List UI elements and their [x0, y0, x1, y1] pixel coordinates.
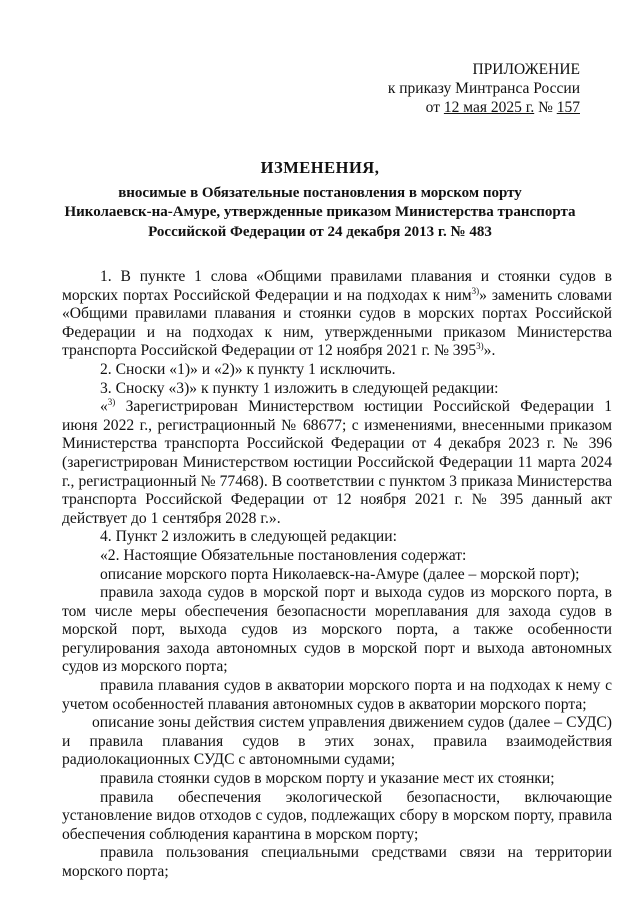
order-date: 12 мая 2025 г.: [443, 99, 535, 116]
order-number: 157: [556, 99, 580, 116]
paragraph-footnote: «$^{3)}$ Зарегистрирован Министерством юстиции Российской Федерации 1 июня 2022 г., регистрационный № 68677; с изменениями, внесенными приказом Министерства транспорта Российской Федерации от 4 декабря 2023 г. № 396 (зарегистрирован Министерством юстиции Российской Федерации 11 марта 2024 г., регистрационный № 77468). В соответствии с пунктом 3 приказа Министерства транспорта Российской Федерации от 12 ноября 2021 г. № 395 данный акт действует до 1 сентября 2028 г.».: [62, 396, 612, 527]
heading-title: ИЗМЕНЕНИЯ,: [260, 158, 380, 177]
appendix-date-line: [340, 98, 580, 117]
appendix-block: [340, 60, 580, 117]
list-item: описание морского порта Николаевск-на-Амуре (далее – морской порт);: [100, 565, 580, 583]
paragraph-quote-start: «2. Настоящие Обязательные постановления содержат:: [100, 546, 467, 564]
paragraph-4: 4. Пункт 2 изложить в следующей редакции:: [100, 528, 397, 546]
heading-line-3: Российской Федерации от 24 декабря 2013 г. № 483: [148, 223, 492, 240]
list-item: правила пользования специальными средствами связи на территории морского порта;: [62, 844, 612, 880]
list-item: правила плавания судов в акватории морского порта и на подходах к нему с учетом особенностей плавания автономных судов в акватории морского порта;: [62, 677, 612, 713]
list-item: описание зоны действия систем управления движением судов (далее – СУДС) и правила плавания судов в этих зонах, правила взаимодействия радиолокационных СУДС с автономными судами;: [62, 714, 612, 769]
heading-line-2: Николаевск-на-Амуре, утвержденные приказом Министерства транспорта: [64, 204, 576, 220]
list-item: правила стоянки судов в морском порту и указание мест их стоянки;: [100, 770, 555, 788]
document-heading: [56, 158, 584, 242]
appendix-title: ПРИЛОЖЕНИЕ: [472, 61, 580, 78]
list-item: правила захода судов в морской порт и выхода судов из морского порта, в том числе меры обеспечения безопасности мореплавания для захода судов в морской порт, выхода судов из морского порта, а также особенности регулирования захода автономных судов в морской порт и выхода автономных судов из морского порта;: [62, 584, 612, 676]
paragraph-1: 1. В пункте 1 слова «Общими правилами плавания и стоянки судов в морских портах Российской Федерации и на подходах к ним$^{3)}$» заменить словами «Общими правилами плавания и стоянки судов в морских портах Российской Федерации и на подходах к ним, утвержденными приказом Министерства транспорта Российской Федерации от 12 ноября 2021 г. № 395$^{3)}$».: [62, 268, 613, 360]
list-item: правила обеспечения экологической безопасности, включающие установление видов отходов с судов, подлежащих сбору в морском порту, правила обеспечения соблюдения карантина в морском порту;: [62, 788, 612, 843]
date-prefix: от: [425, 99, 440, 116]
number-prefix: №: [538, 99, 553, 116]
document-body: [62, 268, 612, 882]
heading-line-1: вносимые в Обязательные постановления в морском порту: [118, 184, 522, 201]
paragraph-3: 3. Сноску «3)» к пункту 1 изложить в следующей редакции:: [100, 379, 499, 397]
appendix-order-line: к приказу Минтранса России: [387, 80, 580, 97]
paragraph-2: 2. Сноски «1)» и «2)» к пункту 1 исключить.: [100, 360, 396, 378]
